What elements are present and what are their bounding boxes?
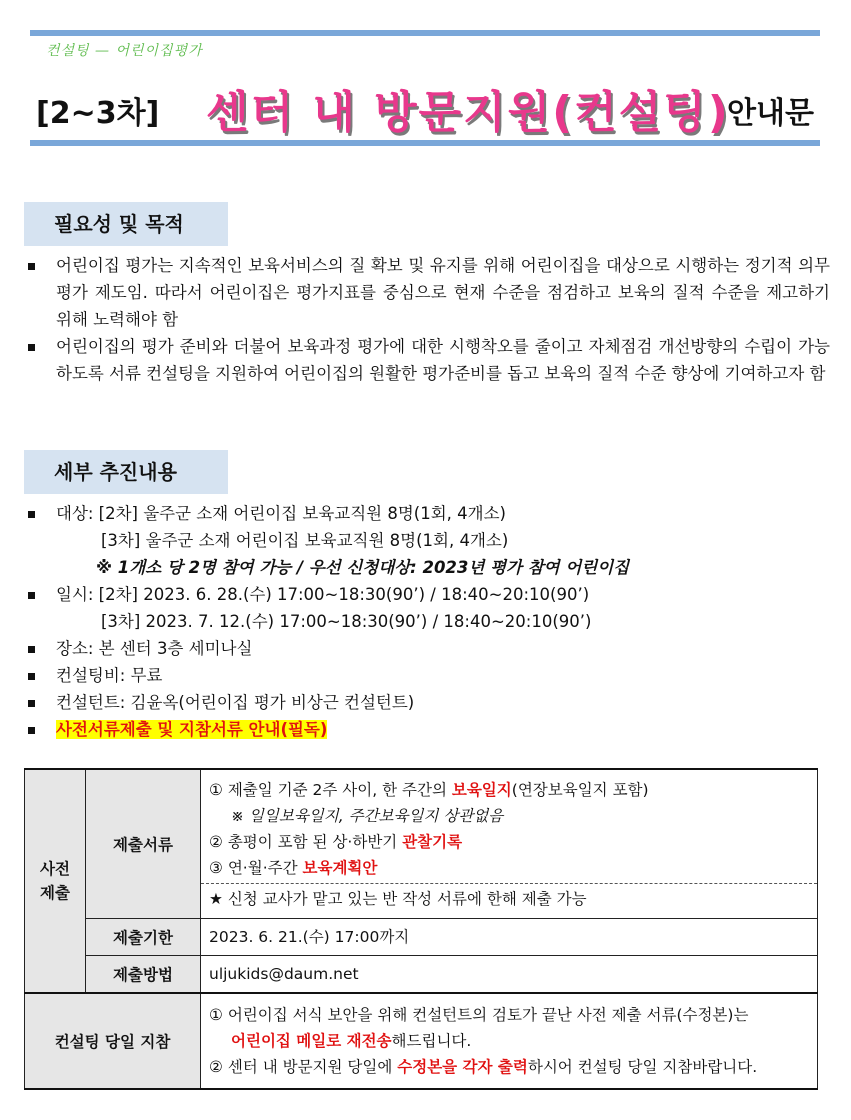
deadline-label: 제출기한 [86,919,201,956]
method-value: uljukids@daum.net [201,956,818,994]
submission-table [24,768,818,1090]
doc3-text: ③ 연·월·주간 [209,858,303,877]
title-main: 센터 내 방문지원(컨설팅) [206,87,730,138]
table-row [25,769,818,919]
doc-item-3 [209,855,809,881]
bullet-square-icon [28,700,35,707]
date-line-2: [3차] 2023. 7. 12.(수) 17:00~18:30(90’) / 18:40~20:10(90’) [101,612,592,631]
page-title [30,70,820,138]
docs-label: 제출서류 [86,769,201,919]
list-item-place [24,635,830,662]
table-row [25,956,818,994]
doc-star-note: ★ 신청 교사가 맡고 있는 반 작성 서류에 한해 제출 가능 [201,883,817,912]
docs-notice-text: 사전서류제출 및 지참서류 안내(필독) [56,720,328,739]
bullet-square-icon [28,673,35,680]
deadline-value: 2023. 6. 21.(수) 17:00까지 [201,919,818,956]
list-item-fee [24,662,830,689]
bullet-square-icon [28,592,35,599]
doc1-text: ① 제출일 기준 2주 사이, 한 주간의 [209,780,452,799]
bullet-square-icon [28,344,35,351]
purpose-text-1: 어린이집 평가는 지속적인 보육서비스의 질 확보 및 유지를 위해 어린이집을 대상으로 시행하는 정기적 의무평가 제도임. 따라서 어린이집은 평가지표를 중심으로 현재 수준을 점검하고 보육의 질적 수준을 제고하기 위해 노력해야 함 [56,256,830,329]
target-line-1: 대상: [2차] 울주군 소재 어린이집 보육교직원 8명(1회, 4개소) [56,504,506,523]
doc-item-1 [209,777,809,803]
list-item-docs-notice [24,716,830,743]
target-line-2: [3차] 울주군 소재 어린이집 보육교직원 8명(1회, 4개소) [101,531,509,550]
method-label: 제출방법 [86,956,201,994]
consultant-text: 컨설턴트: 김윤옥(어린이집 평가 비상근 컨설턴트) [56,693,415,712]
top-rule [30,30,820,36]
bullet-square-icon [28,646,35,653]
title-suffix: 안내문 [727,96,814,131]
doc-note: ※ 일일보육일지, 주간보육일지 상관없음 [231,806,504,825]
purpose-text-2: 어린이집의 평가 준비와 더불어 보육과정 평가에 대한 시행착오를 줄이고 자체점검 개선방향의 수립이 가능하도록 서류 컨설팅을 지원하여 어린이집의 원활한 평가준비를 돕고 보육의 질적 수준 향상에 기여하고자 함 [56,337,830,383]
table-row [25,919,818,956]
title-bottom-rule [30,140,820,146]
place-text: 장소: 본 센터 3층 세미나실 [56,639,253,658]
day-item-2 [209,1054,809,1080]
page-subtitle: 컨설팅 — 어린이집평가 [46,43,203,59]
list-item-target [24,500,830,527]
bullet-square-icon [28,263,35,270]
day1-suffix: 해드립니다. [391,1032,472,1050]
doc2-text: ② 총평이 포함 된 상·하반기 [209,832,403,851]
fee-text: 컨설팅비: 무료 [56,666,163,685]
day-item-1: ① 어린이집 서식 보안을 위해 컨설턴트의 검토가 끝난 사전 제출 서류(수정본)는 [209,1006,749,1024]
day2-suffix: 하시어 컨설팅 당일 지참바랍니다. [527,1058,758,1076]
list-item [24,333,830,387]
day-label: 컨설팅 당일 지참 [25,993,201,1089]
section-heading-details: 세부 추진내용 [24,450,228,494]
day2-text: ② 센터 내 방문지원 당일에 [209,1058,398,1076]
purpose-list [24,252,830,387]
target-note: ※ 1개소 당 2명 참여 가능 / 우선 신청대상: 2023년 평가 참여 어린이집 [96,558,630,577]
title-prefix: [2~3차] [36,96,160,131]
doc1-highlight: 보육일지 [451,780,512,799]
list-item-date [24,581,830,608]
docs-cell [201,769,818,919]
day1-highlight: 어린이집 메일로 재전송 [231,1032,392,1050]
doc1-suffix: (연장보육일지 포함) [511,780,649,799]
doc-item-2 [209,829,809,855]
list-item-consultant [24,689,830,716]
list-item [24,252,830,333]
pre-submit-label: 사전 제출 [25,769,86,993]
bullet-square-icon [28,511,35,518]
date-line-1: 일시: [2차] 2023. 6. 28.(수) 17:00~18:30(90’) / 18:40~20:10(90’) [56,585,590,604]
section-heading-purpose: 필요성 및 목적 [24,202,228,246]
day2-highlight: 수정본을 각자 출력 [397,1058,528,1076]
details-list [24,500,830,743]
bullet-square-icon [28,727,35,734]
day-item-1-cont [209,1028,809,1054]
table-row [25,993,818,1089]
doc3-highlight: 보육계획안 [302,858,378,877]
day-cell [201,993,818,1089]
doc2-highlight: 관찰기록 [402,832,463,851]
